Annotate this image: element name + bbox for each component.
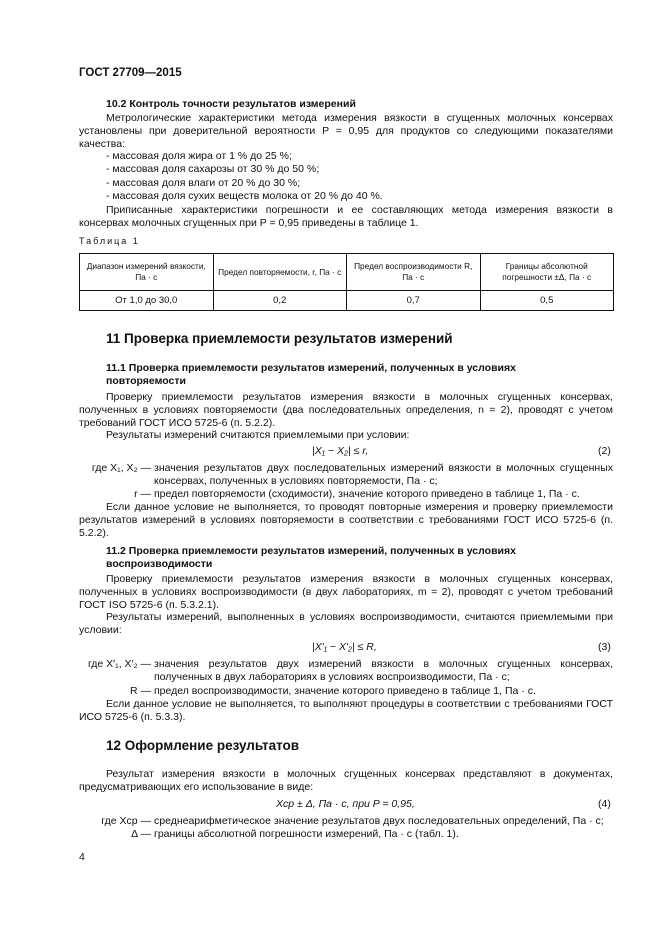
definition-text: значения результатов двух последовательных измерений вязкости в молочных сгущенных консервах, полученных в условиях повторяемости, Па · с; (154, 462, 613, 487)
table-header-cell: Границы абсолютной погрешности ±Δ, Па · с (480, 254, 614, 291)
document-header: ГОСТ 27709—2015 (79, 67, 182, 79)
definition-text: предел воспроизводимости, значение которого приведено в таблице 1, Па · с. (154, 685, 536, 697)
list-item: - массовая доля жира от 1 % до 25 %; (106, 150, 292, 162)
definition-label: R — (130, 685, 151, 697)
section-11-2-paragraph-1: Проверку приемлемости результатов измерения вязкости в молочных сгущенных консервах, полученных в условиях воспроизводимости (в двух лабораториях, m = 2), проводят с учетом требований ГОСТ ISO 5725-6 (п. 5.3.2.1). (79, 573, 613, 611)
table-header-cell: Диапазон измерений вязкости, Па · с (80, 254, 214, 291)
page-number: 4 (79, 851, 85, 863)
list-item: - массовая доля сахарозы от 30 % до 50 %; (106, 163, 320, 176)
section-11-1-paragraph-1: Проверку приемлемости результатов измерения вязкости в молочных сгущенных консервах, полученных в условиях повторяемости (два последовательных определения, n = 2), проводят с учетом требований ГОСТ ИСО 5725-6 (п. 5.2.2). (79, 391, 613, 429)
section-12-paragraph-1: Результат измерения вязкости в молочных сгущенных консервах представляют в документах, предусматривающих его использование в виде: (79, 768, 613, 793)
table-caption: Таблица 1 (79, 236, 140, 246)
section-11-1-title-line-1: 11.1 Проверка приемлемости результатов измерений, полученных в условиях (106, 362, 516, 374)
definition-label: r — (134, 488, 151, 500)
table-header-cell: Предел воспроизводимости R, Па · с (347, 254, 481, 291)
section-10-2-paragraph-2: Приписанные характеристики погрешности и ее составляющих метода измерения вязкости в консервах молочных сгущенных при P = 0,95 приведены в таблице 1. (79, 204, 613, 229)
definition-label: где X′₁, X′₂ — (87, 658, 151, 670)
formula-2: |X₁ − X₂| ≤ r, (312, 445, 369, 457)
table-cell: 0,2 (213, 291, 347, 311)
section-11-1-title-line-2: повторяемости (106, 375, 186, 387)
table-1 (79, 253, 614, 311)
table-cell: От 1,0 до 30,0 (80, 291, 214, 311)
table-cell: 0,7 (347, 291, 481, 311)
formula-3: |X′₁ − X′₂| ≤ R, (312, 641, 377, 653)
table-cell: 0,5 (480, 291, 614, 311)
formula-4: Xср ± Δ, Па · с, при P = 0,95, (276, 798, 415, 810)
section-10-2-title: 10.2 Контроль точности результатов измерений (106, 98, 356, 110)
definition-text: границы абсолютной погрешности измерений, Па · с (табл. 1). (154, 828, 459, 840)
equation-number-3: (3) (598, 641, 611, 653)
definition-text: среднеарифметическое значение результатов двух последовательных определений, Па · с; (154, 815, 604, 827)
definition-label: Δ — (131, 828, 151, 840)
section-11-2-title-line-1: 11.2 Проверка приемлемости результатов измерений, полученных в условиях (106, 545, 516, 557)
equation-number-4: (4) (598, 798, 611, 810)
definition-label: где Xср — (101, 815, 151, 827)
table-row (80, 291, 614, 311)
section-11-2-title-line-2: воспроизводимости (106, 558, 213, 570)
section-11-1-paragraph-2: Результаты измерений считаются приемлемыми при условии: (106, 429, 410, 441)
list-item: - массовая доля сухих веществ молока от 20 % до 40 %. (106, 189, 383, 202)
quality-indicator-list (106, 150, 383, 203)
definition-label: где X₁, X₂ — (91, 462, 151, 474)
table-header-cell: Предел повторяемости, r, Па · с (213, 254, 347, 291)
section-11-1-paragraph-3: Если данное условие не выполняется, то проводят повторные измерения и проверку приемлемости результатов измерений в условиях повторяемости в соответствии с требованиями ГОСТ ИСО 5725-6 (п. 5.2.2). (79, 501, 613, 539)
section-11-2-paragraph-2: Результаты измерений, выполненных в условиях воспроизводимости, считаются приемлемыми при условии: (79, 611, 613, 636)
definition-text: значения результатов двух измерений вязкости в молочных сгущенных консервах, полученных в двух лабораториях в условиях воспроизводимости, Па · с; (154, 658, 613, 683)
equation-number-2: (2) (598, 445, 611, 457)
definition-text: предел повторяемости (сходимости), значение которого приведено в таблице 1, Па · с. (154, 488, 580, 500)
section-10-2-paragraph-1: Метрологические характеристики метода измерения вязкости в сгущенных молочных консервах установлены при доверительной вероятности P = 0,95 для продуктов со следующими показателями качества: (79, 112, 613, 150)
section-11-2-paragraph-3: Если данное условие не выполняется, то выполняют процедуры в соответствии с требованиями ГОСТ ИСО 5725-6 (п. 5.3.3). (79, 698, 613, 723)
table-header-row (80, 254, 614, 291)
list-item: - массовая доля влаги от 20 % до 30 %; (106, 176, 301, 189)
section-11-title: 11 Проверка приемлемости результатов измерений (106, 331, 453, 346)
section-12-title: 12 Оформление результатов (106, 738, 300, 753)
